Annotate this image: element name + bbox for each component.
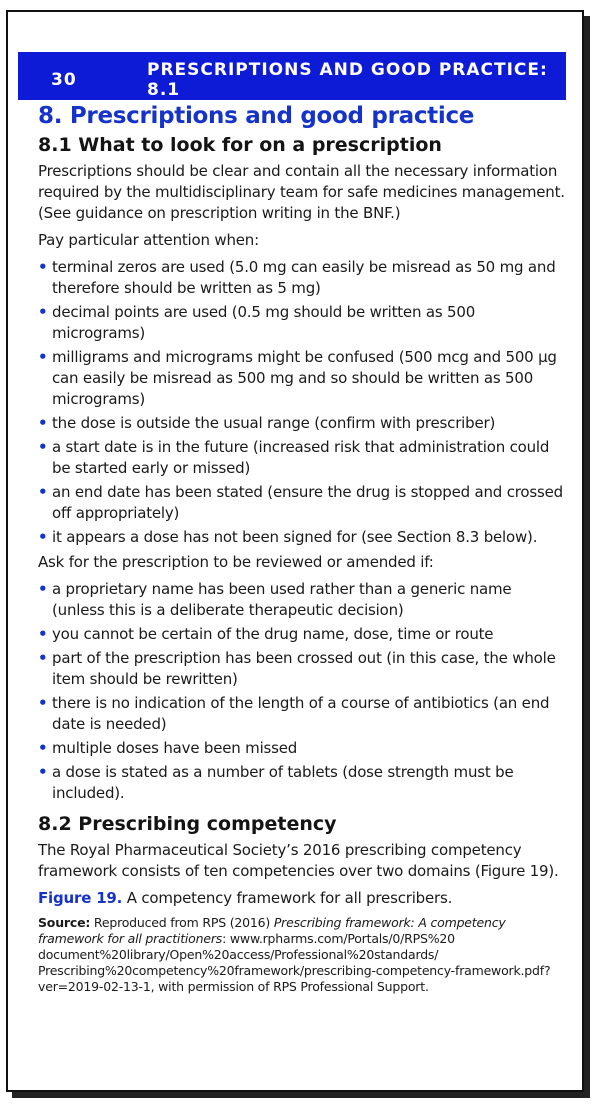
list-item-text: an end date has been stated (ensure the drug is stopped and crossed off appropriately): [52, 483, 563, 522]
bullet-icon: •: [38, 739, 48, 757]
figure-label: Figure 19.: [38, 889, 123, 907]
subsection-8-1-title: 8.1 What to look for on a prescription: [38, 134, 442, 156]
source-pre: Reproduced from RPS (2016): [90, 915, 274, 930]
bullet-icon: •: [38, 258, 48, 276]
intro-paragraph: Prescriptions should be clear and contain all the necessary information required by the multidisciplinary team for safe medicines management. (See guidance on prescription writing in the BNF.): [38, 162, 565, 222]
source-post: : www.rpharms.com/Portals/0/RPS%20 document%20library/Open%20access/Professional%20standards/ Prescribing%20competency%20framework/prescribing-competency-framework.pdf?ver=2019-02-13-1, with permission of RPS Professional Support.: [38, 931, 551, 994]
list-item-text: a proprietary name has been used rather than a generic name (unless this is a deliberate therapeutic decision): [52, 580, 512, 619]
list-item-text: there is no indication of the length of a course of antibiotics (an end date is needed): [52, 694, 550, 733]
content: [38, 102, 568, 1001]
attention-list: [38, 257, 568, 548]
list-item: [38, 482, 568, 524]
source-label: Source:: [38, 915, 91, 930]
bullet-icon: •: [38, 528, 48, 546]
page-number: 30: [51, 70, 77, 90]
bullet-icon: •: [38, 483, 48, 501]
list-item-text: decimal points are used (0.5 mg should be written as 500 micrograms): [52, 303, 476, 342]
list-item: [38, 257, 568, 299]
list-item-text: milligrams and micrograms might be confused (500 mcg and 500 µg can easily be misread as 500 mg and so should be written as 500 micrograms): [52, 348, 557, 408]
bullet-icon: •: [38, 414, 48, 432]
list-item-text: part of the prescription has been crossed out (in this case, the whole item should be rewritten): [52, 649, 556, 688]
list-item-text: a dose is stated as a number of tablets (dose strength must be included).: [52, 763, 514, 802]
running-title: PRESCRIPTIONS AND GOOD PRACTICE: 8.1: [147, 60, 548, 100]
bullet-icon: •: [38, 625, 48, 643]
section-title: 8. Prescriptions and good practice: [38, 103, 475, 129]
list-item: [38, 579, 568, 621]
list-item: [38, 527, 568, 548]
list-item: [38, 738, 568, 759]
list-item-text: it appears a dose has not been signed for (see Section 8.3 below).: [52, 528, 538, 546]
list-item: [38, 624, 568, 645]
list-item-text: a start date is in the future (increased risk that administration could be started early or missed): [52, 438, 550, 477]
bullet-icon: •: [38, 763, 48, 781]
list-item-text: terminal zeros are used (5.0 mg can easily be misread as 50 mg and therefore should be written as 5 mg): [52, 258, 556, 297]
subsection-8-2-title: 8.2 Prescribing competency: [38, 813, 337, 835]
bullet-icon: •: [38, 649, 48, 667]
list-item: [38, 437, 568, 479]
review-list: [38, 579, 568, 804]
list-item: [38, 347, 568, 410]
figure-caption-text: A competency framework for all prescribers.: [122, 889, 453, 907]
source-title: Prescribing framework: A competency framework for all practitioners: [38, 915, 506, 946]
list-item: [38, 302, 568, 344]
list-item: [38, 648, 568, 690]
bullet-icon: •: [38, 694, 48, 712]
bullet-icon: •: [38, 303, 48, 321]
bullet-icon: •: [38, 438, 48, 456]
list-item: [38, 693, 568, 735]
source-note: [38, 915, 568, 995]
bullet-icon: •: [38, 580, 48, 598]
running-header: [18, 52, 566, 100]
bullet-icon: •: [38, 348, 48, 366]
attention-lead: Pay particular attention when:: [38, 231, 259, 249]
list-item: [38, 413, 568, 434]
figure-caption: [38, 888, 568, 909]
list-item-text: multiple doses have been missed: [52, 739, 298, 757]
review-lead: Ask for the prescription to be reviewed or amended if:: [38, 553, 434, 571]
list-item: [38, 762, 568, 804]
list-item-text: you cannot be certain of the drug name, dose, time or route: [52, 625, 494, 643]
list-item-text: the dose is outside the usual range (confirm with prescriber): [52, 414, 496, 432]
competency-paragraph: The Royal Pharmaceutical Society’s 2016 prescribing competency framework consists of ten competencies over two domains (Figure 19).: [38, 841, 559, 880]
